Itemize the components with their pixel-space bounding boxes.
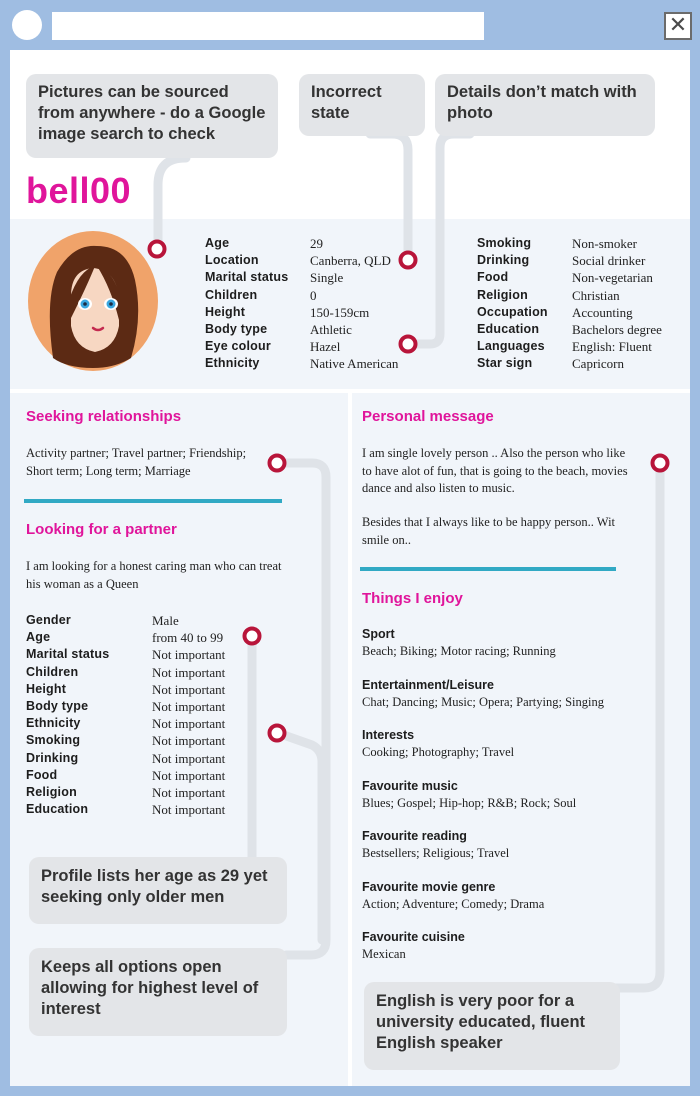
detail-label: Smoking <box>26 733 81 748</box>
detail-value: Not important <box>152 664 226 680</box>
enjoy-item-title: Favourite reading <box>362 829 467 843</box>
detail-value: 29 <box>310 236 323 251</box>
detail-row <box>205 235 405 252</box>
detail-row <box>205 304 405 321</box>
profile-details-left <box>205 235 405 373</box>
detail-row <box>477 252 677 269</box>
detail-row <box>26 612 256 629</box>
callout-incorrect-state: Incorrect state <box>299 74 425 136</box>
detail-label: Children <box>205 287 258 302</box>
detail-label: Food <box>26 767 58 782</box>
detail-value: Not important <box>152 681 226 697</box>
detail-label: Star sign <box>477 356 533 371</box>
callout-age-mismatch: Profile lists her age as 29 yet seeking only older men <box>29 857 287 924</box>
detail-row <box>26 629 256 646</box>
enjoy-item <box>362 929 662 963</box>
detail-row <box>205 252 405 269</box>
enjoy-item <box>362 727 662 761</box>
enjoy-item-title: Favourite cuisine <box>362 930 465 944</box>
detail-row <box>26 750 256 767</box>
detail-value: 150-159cm <box>310 304 370 320</box>
detail-row <box>26 784 256 801</box>
detail-row <box>477 269 677 286</box>
detail-row <box>26 767 256 784</box>
detail-label: Location <box>205 253 259 268</box>
detail-label: Languages <box>477 339 545 354</box>
detail-label: Gender <box>26 613 71 627</box>
detail-label: Eye colour <box>205 339 271 354</box>
detail-value: from 40 to 99 <box>152 630 224 646</box>
things-enjoy-list <box>362 626 662 980</box>
detail-label: Body type <box>205 322 268 337</box>
detail-value: Accounting <box>572 304 633 320</box>
detail-label: Height <box>26 681 67 696</box>
personal-message-text-1: I am single lovely person .. Also the person who like to have alot of fun, that is going to the beach, movies dance and also listen to music. <box>362 446 628 495</box>
detail-value: Non-smoker <box>572 236 637 251</box>
enjoy-item-value: Beach; Biking; Motor racing; Running <box>362 644 556 658</box>
detail-label: Age <box>205 236 230 250</box>
detail-value: Not important <box>152 716 226 732</box>
callout-poor-english: English is very poor for a university educated, fluent English speaker <box>364 982 620 1070</box>
detail-value: Native American <box>310 356 399 372</box>
detail-value: Not important <box>152 767 226 783</box>
marker-seeking <box>270 456 285 471</box>
enjoy-item-value: Action; Adventure; Comedy; Drama <box>362 896 545 911</box>
detail-value: Canberra, QLD <box>310 253 391 269</box>
detail-label: Drinking <box>26 750 79 765</box>
divider-left <box>24 499 282 503</box>
detail-row <box>205 269 405 286</box>
things-enjoy-title: Things I enjoy <box>362 590 463 607</box>
detail-row <box>477 338 677 355</box>
enjoy-item <box>362 828 662 862</box>
enjoy-item-title: Sport <box>362 627 395 641</box>
callout-pictures: Pictures can be sourced from anywhere - do a Google image search to check <box>26 74 278 158</box>
detail-label: Religion <box>477 287 528 302</box>
enjoy-item <box>362 778 662 812</box>
detail-value: Not important <box>152 802 226 818</box>
detail-label: Education <box>26 802 89 817</box>
enjoy-item-value: Blues; Gospel; Hip-hop; R&B; Rock; Soul <box>362 795 577 810</box>
callout-details-mismatch: Details don’t match with photo <box>435 74 655 136</box>
connector-details <box>410 134 470 344</box>
callout-options-open: Keeps all options open allowing for highest level of interest <box>29 948 287 1036</box>
detail-value: Hazel <box>310 339 341 355</box>
detail-row <box>477 355 677 372</box>
detail-label: Ethnicity <box>26 716 81 731</box>
personal-message-text-2: Besides that I always like to be happy person.. Wit smile on.. <box>362 515 616 547</box>
detail-label: Marital status <box>205 270 289 285</box>
detail-value: English: Fluent <box>572 339 652 355</box>
detail-value: Single <box>310 270 344 286</box>
detail-value: Not important <box>152 785 226 801</box>
detail-row <box>26 698 256 715</box>
detail-row <box>26 715 256 732</box>
detail-row <box>26 801 256 818</box>
looking-title: Looking for a partner <box>26 521 177 538</box>
enjoy-item-value: Bestsellers; Religious; Travel <box>362 846 510 860</box>
detail-label: Height <box>205 304 246 319</box>
enjoy-item <box>362 879 662 913</box>
looking-text: I am looking for a honest caring man who can treat his woman as a Queen <box>26 559 282 591</box>
enjoy-item-title: Interests <box>362 728 415 742</box>
enjoy-item-title: Favourite music <box>362 778 458 793</box>
detail-row <box>205 321 405 338</box>
detail-value: Bachelors degree <box>572 322 662 338</box>
detail-row <box>477 235 677 252</box>
detail-row <box>205 287 405 304</box>
enjoy-item <box>362 677 662 711</box>
detail-label: Food <box>477 270 509 285</box>
marker-english <box>653 456 668 471</box>
partner-criteria <box>26 612 256 818</box>
detail-value: Capricorn <box>572 356 624 372</box>
enjoy-item-title: Favourite movie genre <box>362 879 496 894</box>
detail-value: Christian <box>572 287 620 303</box>
detail-row <box>477 304 677 321</box>
detail-row <box>205 355 405 372</box>
detail-row <box>477 321 677 338</box>
enjoy-item-value: Chat; Dancing; Music; Opera; Partying; Singing <box>362 694 604 709</box>
detail-value: Not important <box>152 750 226 766</box>
detail-value: Not important <box>152 647 226 663</box>
detail-value: Not important <box>152 733 226 749</box>
detail-row <box>26 664 256 681</box>
detail-label: Marital status <box>26 647 110 662</box>
detail-label: Children <box>26 664 79 679</box>
enjoy-item <box>362 626 662 660</box>
detail-label: Ethnicity <box>205 356 260 371</box>
profile-details-right <box>477 235 677 373</box>
seeking-title: Seeking relationships <box>26 408 182 425</box>
connector-pictures <box>158 158 186 248</box>
detail-row <box>477 287 677 304</box>
detail-label: Education <box>477 322 540 337</box>
detail-row <box>26 681 256 698</box>
detail-label: Occupation <box>477 304 548 319</box>
profile-avatar[interactable] <box>27 230 159 372</box>
detail-label: Age <box>26 630 51 645</box>
detail-row <box>26 646 256 663</box>
detail-label: Religion <box>26 785 77 800</box>
detail-label: Smoking <box>477 236 532 250</box>
detail-value: Not important <box>152 699 226 715</box>
detail-label: Body type <box>26 699 89 714</box>
seeking-text: Activity partner; Travel partner; Friendship; Short term; Long term; Marriage <box>26 446 247 478</box>
detail-value: Male <box>152 613 179 628</box>
marker-options <box>270 726 285 741</box>
close-icon: ✕ <box>668 13 688 38</box>
personal-message-title: Personal message <box>362 408 494 425</box>
enjoy-item-value: Cooking; Photography; Travel <box>362 745 515 759</box>
detail-row <box>205 338 405 355</box>
profile-username: bell00 <box>26 170 132 211</box>
enjoy-item-value: Mexican <box>362 947 406 961</box>
enjoy-item-title: Entertainment/Leisure <box>362 677 494 692</box>
detail-value: Non-vegetarian <box>572 270 653 286</box>
detail-value: Social drinker <box>572 253 646 269</box>
divider-right <box>360 567 616 571</box>
detail-label: Drinking <box>477 253 530 268</box>
detail-value: Athletic <box>310 322 352 338</box>
detail-value: 0 <box>310 287 317 303</box>
detail-row <box>26 732 256 749</box>
